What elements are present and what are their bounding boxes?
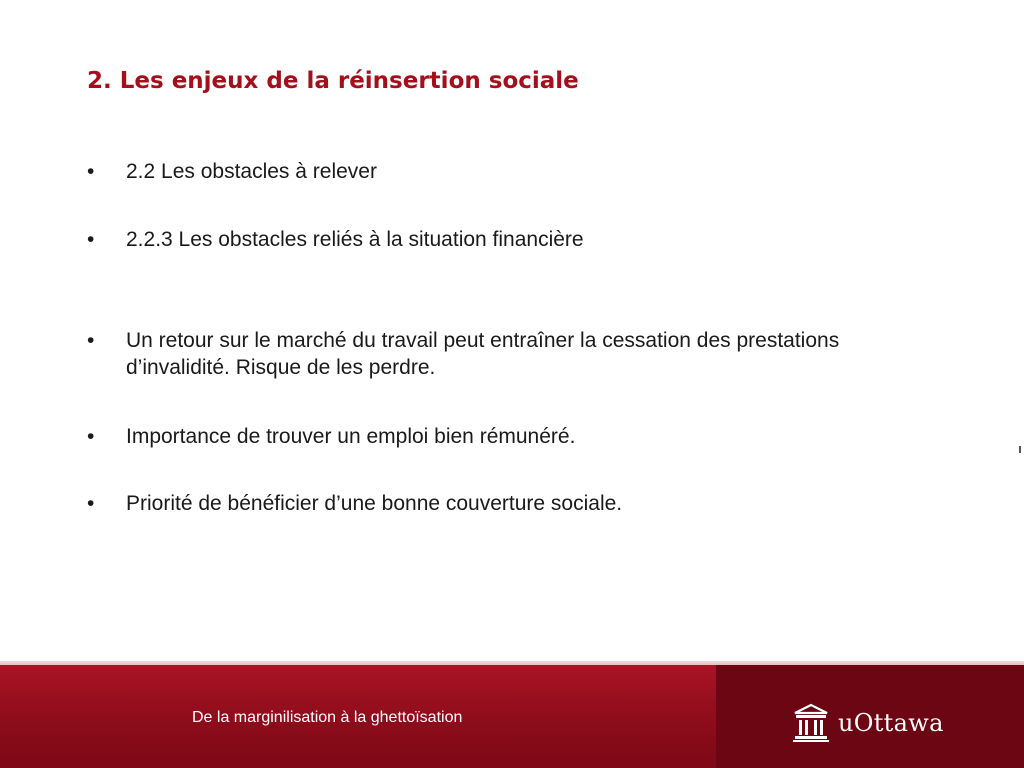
footer-logo-panel — [716, 665, 1024, 768]
bullet-text: Un retour sur le marché du travail peut entraîner la cessation des prestations d’invalidité. Risque de les perdre. — [126, 329, 840, 379]
bullet-text: 2.2.3 Les obstacles reliés à la situation financière — [126, 228, 584, 251]
footer-bar — [0, 665, 1024, 768]
university-building-icon — [792, 703, 830, 743]
bullet-mark: • — [87, 492, 95, 515]
bullet-text: Importance de trouver un emploi bien rémunéré. — [126, 425, 576, 448]
bullet-item — [87, 158, 917, 185]
bullet-mark: • — [87, 329, 95, 352]
bullet-item — [87, 327, 917, 381]
bullet-text: 2.2 Les obstacles à relever — [126, 160, 377, 183]
logo-text: uOttawa — [838, 709, 944, 737]
footer-caption: De la marginilisation à la ghettoïsation — [192, 709, 463, 726]
slide-title: 2. Les enjeux de la réinsertion sociale — [87, 68, 579, 94]
bullet-item — [87, 226, 917, 253]
uottawa-logo — [792, 703, 944, 743]
bullet-mark: • — [87, 228, 95, 251]
bullet-item — [87, 423, 917, 450]
bullet-mark: • — [87, 425, 95, 448]
bullet-item — [87, 490, 917, 517]
edge-mark — [1019, 446, 1021, 453]
bullet-mark: • — [87, 160, 95, 183]
bullet-text: Priorité de bénéficier d’une bonne couverture sociale. — [126, 492, 623, 515]
